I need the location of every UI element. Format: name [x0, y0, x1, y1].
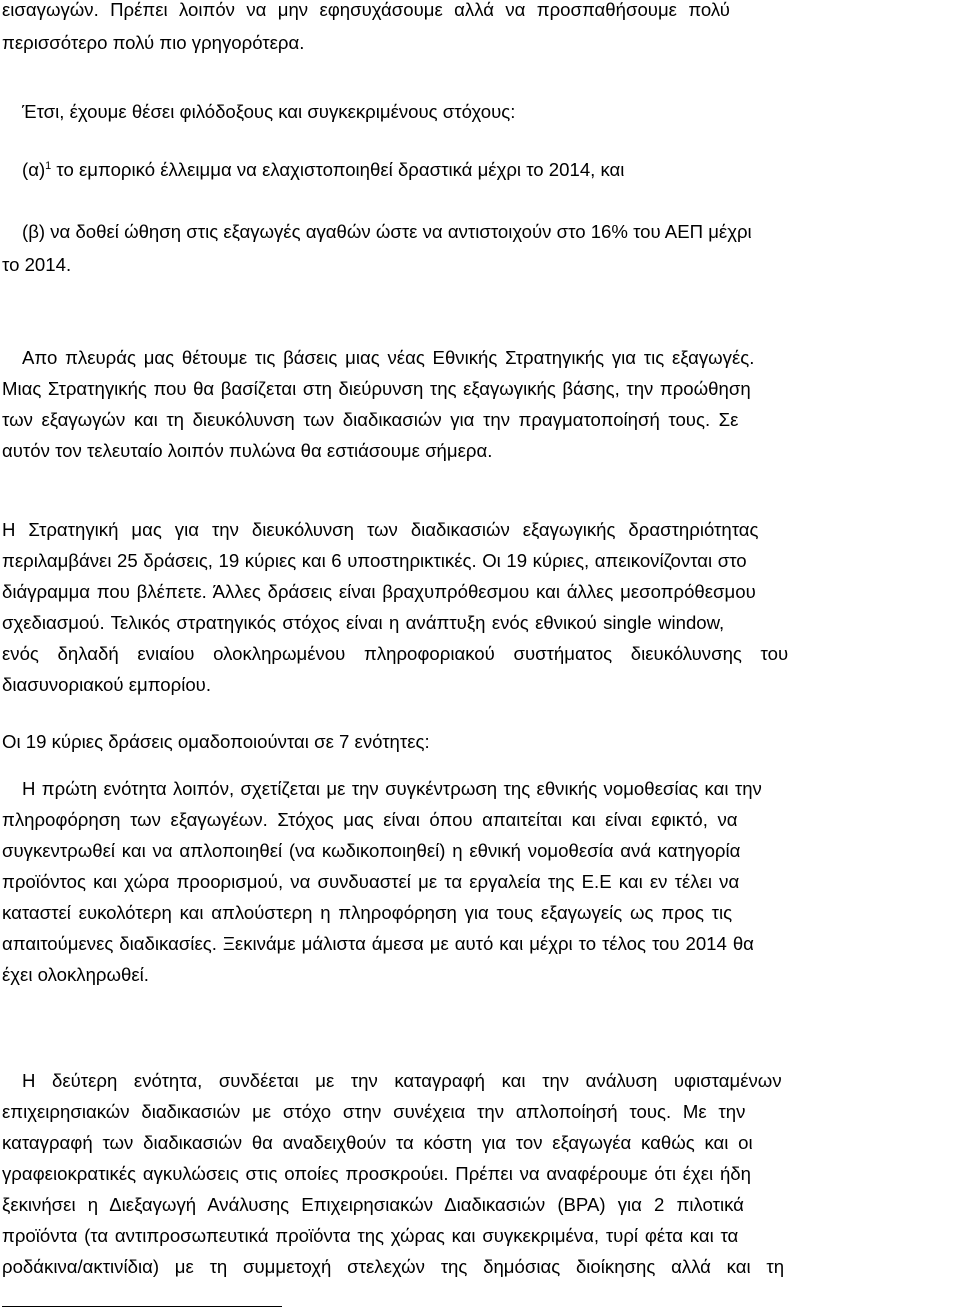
goals-intro: [2, 96, 960, 129]
goal-a: [2, 154, 960, 187]
text-line: περιλαμβάνει 25 δράσεις, 19 κύριες και 6 υποστηρικτικές. Οι 19 κύριες, απεικονίζονται στο: [2, 550, 747, 571]
text-line: Απο πλευράς μας θέτουμε τις βάσεις μιας νέας Εθνικής Στρατηγικής για τις εξαγωγές.: [22, 347, 755, 368]
text-line: απαιτούμενες διαδικασίες. Ξεκινάμε μάλιστα άμεσα με αυτό και μέχρι το τέλος του 2014 θα: [2, 933, 754, 954]
text-line: διάγραμμα που βλέπετε. Άλλες δράσεις είναι βραχυπρόθεσμου και άλλες μεσοπρόθεσμου: [2, 581, 756, 602]
text-line: έχει ολοκληρωθεί.: [2, 964, 149, 985]
text-line: των εξαγωγών και τη διευκόλυνση των διαδικασιών για την πραγματοποίησή τους. Σε: [2, 409, 739, 430]
first-unit-paragraph: [2, 773, 958, 990]
text-line: Η πρώτη ενότητα λοιπόν, σχετίζεται με την συγκέντρωση της εθνικής νομοθεσίας και την: [22, 778, 762, 799]
goal-a-label: (α): [22, 159, 46, 180]
second-unit-paragraph: [2, 1065, 958, 1282]
text-line: διασυνοριακού εμπορίου.: [2, 674, 212, 695]
text-line: γραφειοκρατικές αγκυλώσεις στις οποίες προσκρούει. Πρέπει να αναφέρουμε ότι έχει ήδη: [2, 1163, 751, 1184]
goal-a-text: το εμπορικό έλλειμμα να ελαχιστοποιηθεί δραστικά μέχρι το 2014, και: [51, 159, 625, 180]
text-line: καταγραφή των διαδικασιών θα αναδειχθούν τα κόστη για τον εξαγωγέα καθώς και οι: [2, 1132, 753, 1153]
text-line: Έτσι, έχουμε θέσει φιλόδοξους και συγκεκριμένους στόχους:: [22, 101, 516, 122]
text-line: εισαγωγών. Πρέπει λοιπόν να μην εφησυχάσουμε αλλά να προσπαθήσουμε πολύ: [2, 0, 730, 20]
text-line: περισσότερο πολύ πιο γρηγορότερα.: [2, 31, 305, 53]
goal-b: [2, 216, 958, 281]
text-line: Μιας Στρατηγικής που θα βασίζεται στη διεύρυνση της εξαγωγικής βάσης, την προώθηση: [2, 378, 751, 399]
text-line: το 2014.: [2, 253, 72, 275]
text-line: ενός δηλαδή ενιαίου ολοκληρωμένου πληροφοριακού συστήματος διευκόλυνσης του: [2, 643, 789, 664]
text-line: ξεκινήσει η Διεξαγωγή Ανάλυσης Επιχειρησιακών Διαδικασιών (BPA) για 2 πιλοτικά: [2, 1194, 744, 1215]
text-line: Η δεύτερη ενότητα, συνδέεται με την καταγραφή και την ανάλυση υφισταμένων: [22, 1070, 782, 1091]
text-line: καταστεί ευκολότερη και απλούστερη η πληροφόρηση για τους εξαγωγείς ως προς τις: [2, 902, 733, 923]
text-line: προϊόντα (τα αντιπροσωπευτικά προϊόντα της χώρας και συγκεκριμένα, τυρί φέτα και τα: [2, 1225, 739, 1246]
text-line: επιχειρησιακών διαδικασιών με στόχο στην συνέχεια την απλοποίησή τους. Με την: [2, 1101, 746, 1122]
text-line: συγκεντρωθεί και να απλοποιηθεί (να κωδικοποιηθεί) η εθνική νομοθεσία ανά κατηγορία: [2, 840, 741, 861]
intro-paragraph: [2, 0, 958, 59]
groups-sentence: [2, 726, 958, 757]
text-line: (β) να δοθεί ώθηση στις εξαγωγές αγαθών ώστε να αντιστοιχούν στο 16% του ΑΕΠ μέχρι: [22, 221, 752, 242]
text-line: Οι 19 κύριες δράσεις ομαδοποιούνται σε 7 ενότητες:: [2, 731, 430, 752]
strategy-paragraph: [2, 342, 958, 466]
footnote-separator: [2, 1306, 282, 1307]
text-line: ροδάκινα/ακτινίδια) με τη συμμετοχή στελεχών της δημόσιας διοίκησης αλλά και τη: [2, 1256, 785, 1277]
text-line: σχεδιασμού. Τελικός στρατηγικός στόχος είναι η ανάπτυξη ενός εθνικού single window,: [2, 612, 725, 633]
actions-paragraph: [2, 514, 958, 700]
text-line: πληροφόρηση των εξαγωγέων. Στόχος μας είναι όπου απαιτείται και είναι εφικτό, να: [2, 809, 738, 830]
text-line: Η Στρατηγική μας για την διευκόλυνση των διαδικασιών εξαγωγικής δραστηριότητας: [2, 519, 759, 540]
text-line: αυτόν τον τελευταίο λοιπόν πυλώνα θα εστιάσουμε σήμερα.: [2, 440, 493, 461]
text-line: [22, 154, 960, 187]
text-line: προϊόντος και χώρα προορισμού, να συνδυαστεί με τα εργαλεία της Ε.Ε και εν τέλει να: [2, 871, 740, 892]
footnote-ref: 1: [45, 159, 52, 172]
